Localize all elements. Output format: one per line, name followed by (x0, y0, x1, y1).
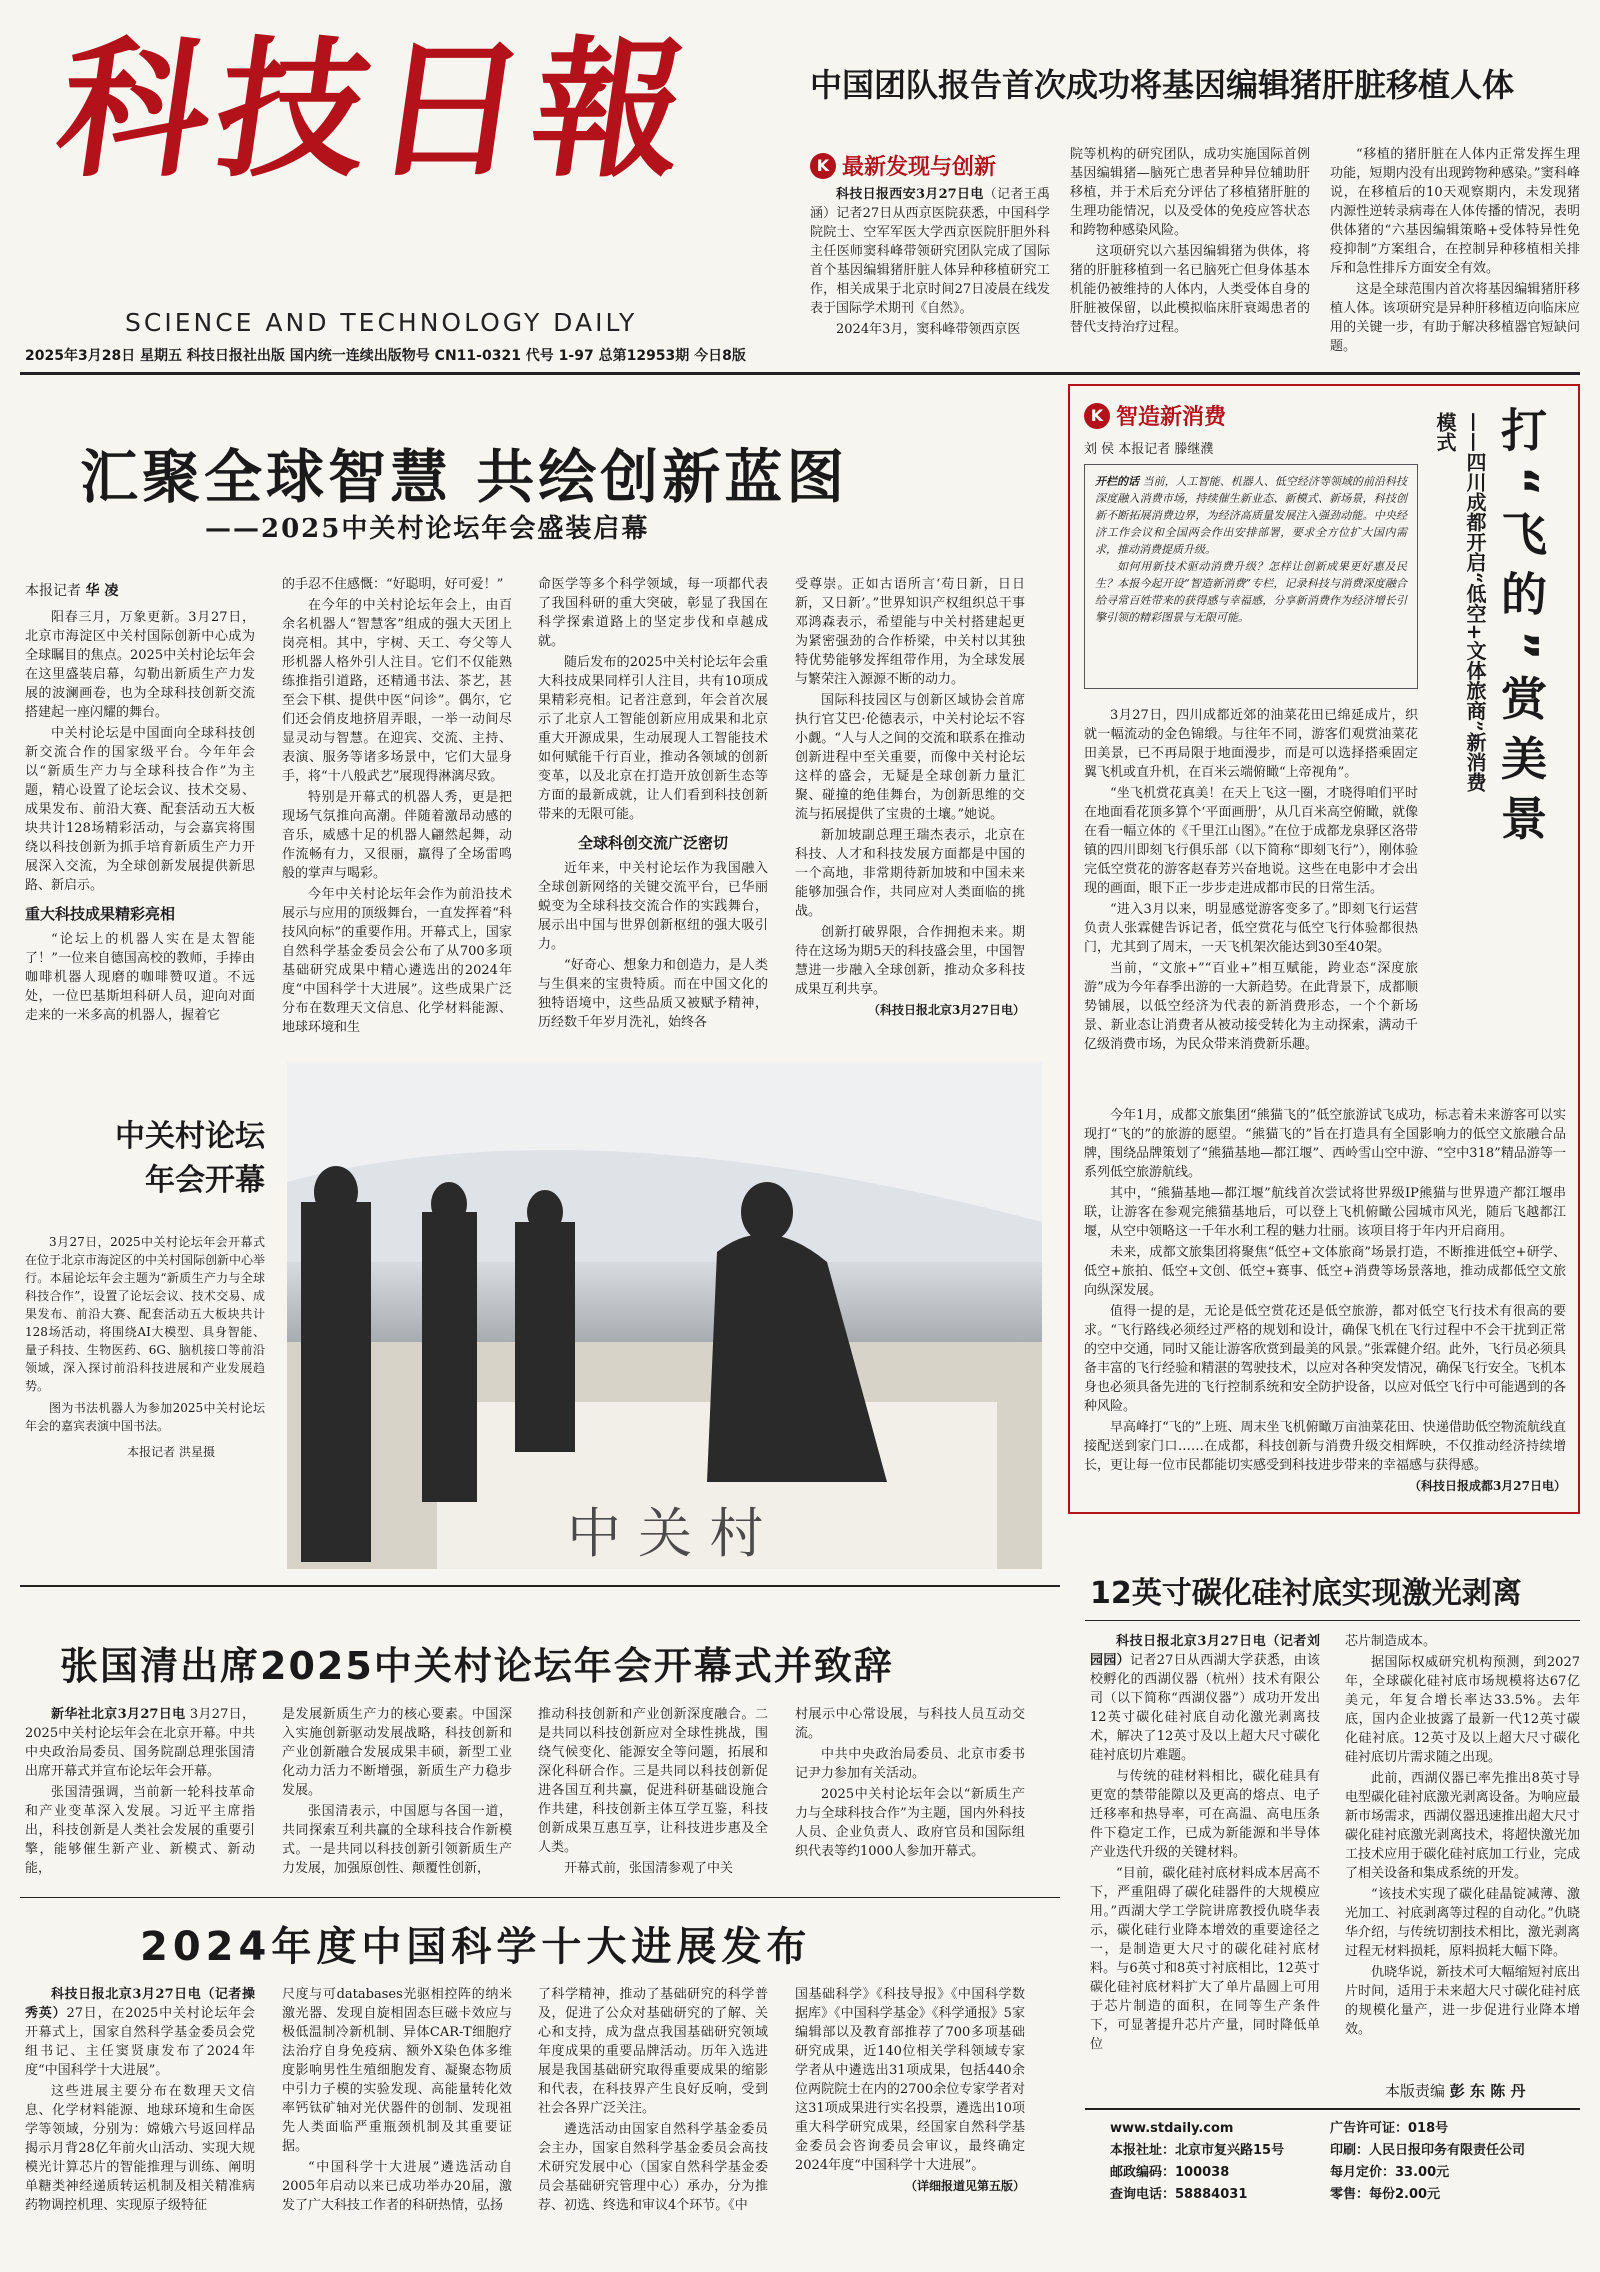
paragraph: 值得一提的是，无论是低空赏花还是低空旅游，都对低空飞行技术有很高的要求。“飞行路线必须经过严格的规划和设计，确保飞机在飞行过程中不会干扰到正常的空中交通，同时又能让游客欣赏到最美的风景。”张霖健介绍。此外，飞行员必须具备丰富的飞行经验和精湛的驾驶技术，以应对各种突发情况，确保飞行安全。飞机本身也必须具备先进的飞行控制系统和安全防护设备，以应对低空飞行中可能遇到的各种风险。 (1084, 1304, 1566, 1414)
paragraph: “坐飞机赏花真美！在天上飞这一圈，才晓得咱们平时在地面看花顶多算个‘平面画册’，从几百米高空俯瞰，就像在看一幅立体的《千里江山图》。”在位于成都龙泉驿区洛带镇的四川即刻飞行俱乐部（以下简称“即刻飞行”），刚体验完低空赏花的游客赵春芳兴奋地说。这些在电影中才会出现的画面，眼下正一步步走进成都市民的日常生活。 (1084, 786, 1418, 896)
paragraph: 创新打破界限，合作拥抱未来。期待在这场为期5天的科技盛会里，中国智慧进一步融入全球创新，推动众多科技成果互利共享。 (795, 925, 1025, 997)
feature-intro-box (1084, 464, 1418, 689)
feature-body-bottom (1084, 1106, 1566, 1506)
lead-col4 (795, 575, 1025, 1035)
paragraph: 随后发布的2025中关村论坛年会重大科技成果同样引人注目，共有10项成果精彩亮相。记者注意到，年会首次展示了北京人工智能创新应用成果和北京重大开源成果，生动展现人工智能技术如何赋能千行百业，推动各领域的创新变革，以及北京在打造开放创新生态等方面的最新成就，让人们看到科技创新带来的无限可能。 (538, 655, 768, 822)
masthead-title-en: SCIENCE AND TECHNOLOGY DAILY (125, 308, 638, 337)
top10-col1 (25, 1985, 255, 2265)
footer-phone: 查询电话：58884031 (1110, 2187, 1248, 2202)
paragraph: 记者27日从西湖大学获悉，由该校孵化的西湖仪器（杭州）技术有限公司（以下简称“西湖仪器”）成功开发出12英寸碳化硅衬底自动化激光剥离技术，解决了12英寸及以上超大尺寸碳化硅衬底切片难题。 (1090, 1653, 1320, 1763)
paragraph: 未来，成都文旅集团将聚焦“低空+文体旅商”场景打造，不断推进低空+研学、低空+旅拍、低空+文创、低空+赛事、低空+消费等场景落地，推动成都低空文旅向纵深发展。 (1084, 1245, 1566, 1298)
lead-headline[interactable]: 汇聚全球智慧 共绘创新蓝图 (80, 443, 849, 511)
lead-divider (20, 1585, 1060, 1587)
paragraph: 张国清表示，中国愿与各国一道，共同探索互利共赢的全球科技合作新模式。一是共同以科技创新引领新质生产力发展，加强原创性、颠覆性创新， (282, 1804, 512, 1876)
paragraph: “移植的猪肝脏在人体内正常发挥生理功能，短期内没有出现跨物种感染。”窦科峰说，在移植后的10天观察期内，未发现猪内源性逆转录病毒在人体传播的情况，表明供体猪的“六基因编辑策略+受体特异性免疫抑制”方案组合，在控制异种移植相关排斥和急性排斥方面安全有效。 (1330, 147, 1580, 276)
feature-headline[interactable]: 打“飞的”赏美景 (1494, 406, 1548, 855)
reporter: （记者操秀英） (25, 1987, 255, 2021)
top10-headline[interactable]: 2024年度中国科学十大进展发布 (140, 1924, 812, 1970)
editor-names: 彭 东 陈 丹 (1449, 2082, 1526, 2100)
paragraph: 村展示中心常设展，与科技人员互动交流。 (795, 1707, 1025, 1741)
paragraph: 今年1月，成都文旅集团“熊猫飞的”低空旅游试飞成功，标志着未来游客可以实现打“飞的”的旅游的愿望。“熊猫飞的”旨在打造具有全国影响力的低空文旅融合品牌，围绕品牌策划了“熊猫基地—都江堰”、西岭雪山空中游、“空中318”精品游等一系列低空旅游航线。 (1084, 1108, 1566, 1180)
paragraph: 新加坡副总理王瑞杰表示，北京在科技、人才和科技发展方面都是中国的一个高地，非常期待新加坡和中国未来能够加强合作，共同应对人类面临的挑战。 (795, 828, 1025, 919)
dateline: 科技日报西安3月27日电 (836, 187, 984, 202)
lead-byline (25, 580, 118, 600)
paragraph: 芯片制造成本。 (1345, 1634, 1437, 1649)
paragraph: 特别是开幕式的机器人秀，更是把现场气氛推向高潮。伴随着激昂动感的音乐，威感十足的机器人翩然起舞，动作流畅有力，又很丽，羸得了全场雷鸣般的掌声与喝彩。 (282, 790, 512, 881)
top10-col2 (282, 1985, 512, 2265)
section-tag-label: 智造新消费 (1116, 405, 1227, 430)
paragraph: 在今年的中关村论坛年会上，由百余名机器人“智慧客”组成的强大天团上岗亮相。其中，宇树、天工、夸父等人形机器人格外引人注目。它们不仅能熟练推指引道路，还精通书法、茶艺，甚至会下棋、提供中医“问诊”。偶尔，它们还会俏皮地挤眉弄眼，一举一动间尽显灵动与智慧。在迎宾、交流、主持、表演、服务等诸多场景中，它们大显身手，将“十八般武艺”展现得淋漓尽致。 (282, 598, 512, 784)
photo-credit: 本报记者 洪星摄 (127, 1445, 215, 1459)
laser-col1 (1090, 1632, 1320, 2102)
paragraph: 阳春三月，万象更新。3月27日，北京市海淀区中关村国际创新中心成为全球瞩目的焦点。2025中关村论坛年会在这里盛装启幕，勾勒出新质生产力发展的波澜画卷，也为全球科技创新交流搭建起一座闪耀的舞台。 (25, 610, 255, 720)
footer-license: 广告许可证：018号 (1330, 2121, 1449, 2136)
paragraph: 受尊崇。正如古语所言‘苟日新，日日新，又日新’。”世界知识产权组织总干事邓鸿森表示，希望能与中关村搭建起更为紧密强劲的合作桥梁，中关村以其独特优势能够发挥组带作用，为全球发展与繁荣注入源源不断的动力。 (795, 577, 1025, 687)
byline-label: 本报记者 (25, 583, 81, 599)
paragraph: 院等机构的研究团队，成功实施国际首例基因编辑猪—脑死亡患者异种异位辅助肝移植，并于术后充分评估了移植猪肝脏的生理功能情况，以及受体的免疫应答状态和跨物种感染风险。 (1070, 147, 1310, 238)
zhang-divider (20, 1897, 1060, 1898)
footer-website[interactable]: www.stdaily.com (1110, 2121, 1234, 2136)
caption-text: 图为书法机器人为参加2025中关村论坛年会的嘉宾表演中国书法。 (25, 1401, 265, 1433)
caption-title-line: 中关村论坛 (115, 1119, 265, 1154)
zhang-col2 (282, 1705, 512, 1885)
footer-divider (1085, 2108, 1580, 2110)
svg-text:中 关 村: 中 关 村 (567, 1502, 764, 1565)
paragraph: 国际科技园区与创新区域协会首席执行官艾巴·伦德表示，中关村论坛不容小觑。“人与人之间的交流和联系在推动创新进程中至关重要，而像中关村论坛这样的盛会，无疑是全球创新力量汇聚、碰撞的绝佳舞台，为创新思维的交流与拓展提供了宝贵的土壤。”她说。 (795, 693, 1025, 822)
lead-col3 (538, 575, 768, 1035)
masthead-issue-line: 2025年3月28日 星期五 科技日报社出版 国内统一连续出版物号 CN11-0321 代号 1-97 总第12953期 今日8版 (25, 348, 746, 364)
paragraph: 中关村论坛是中国面向全球科技创新交流合作的国家级平台。今年年会以“新质生产力与全球科技合作”为主题，精心设置了论坛会议、技术交易、成果发布、前沿大赛、配套活动五大板块共计128场精彩活动，与会嘉宾将围绕以科技创新为抓手培育新质生产力开展深入交流，为全球创新发展提供新思路、新启示。 (25, 726, 255, 893)
section-tag-consumption (1084, 400, 1226, 431)
footer-address: 本报社址：北京市复兴路15号 (1110, 2143, 1285, 2158)
paragraph: 国基础科学》《科技导报》《中国科学数据库》《中国科学基金》《科学通报》5家编辑部以及教育部推荐了700多项基础研究成果，近140位相关学科领域专家学者从中遴选出31项成果，包括440余位两院院士在内的2700余位专家学者对这31项成果进行实名投票，遴选出10项重大科学研究成果，经国家自然科学基金委员会咨询委员会审议，最终确定2024年度“中国科学十大进展”。 (795, 1987, 1025, 2173)
top10-col4 (795, 1985, 1025, 2265)
paragraph: 命医学等多个科学领域，每一项都代表了我国科研的重大突破，彰显了我国在科学探索道路上的坚定步伐和卓越成就。 (538, 577, 768, 649)
feature-subhead: ——四川成都开启“低空+文体旅商”新消费模式 (1433, 412, 1487, 792)
reporter: （记者王禹涵） (810, 187, 1050, 221)
k-logo-icon: K (810, 153, 836, 179)
top-story-col1 (810, 185, 1050, 370)
lead-subheading: 全球科创交流广泛密切 (577, 834, 728, 852)
camera-photo-icon (287, 1062, 1042, 1569)
paragraph: 开幕式前，张国清参观了中关 (564, 1861, 734, 1876)
footer-printer: 印刷：人民日报印务有限责任公司 (1330, 2143, 1526, 2158)
feature-byline: 刘 侯 本报记者 滕继濮 (1084, 442, 1214, 457)
paragraph: 的手忍不住感慨：“好聪明，好可爱！” (282, 577, 504, 592)
lead-subheading: 重大科技成果精彩亮相 (25, 905, 176, 923)
paragraph: 2024年3月，窦科峰带领西京医 (836, 322, 1021, 337)
story-end-mark: （科技日报成都3月27日电） (1408, 1479, 1566, 1493)
paragraph: 中共中央政治局委员、北京市委书记尹力参加有关活动。 (795, 1747, 1025, 1781)
footer-price-month: 每月定价：33.00元 (1330, 2165, 1450, 2180)
section-tag-discovery (810, 150, 996, 181)
editor-label: 本版责编 (1385, 2082, 1446, 2100)
paragraph: 今年中关村论坛年会作为前沿技术展示与应用的顶级舞台，一直发挥着“科技风向标”的重要作用。开幕式上，国家自然科学基金委员会公布了从700多项基础研究成果中精心遴选出的2024年度“中国科学十大进展”。这些成果广泛分布在数理天文信息、化学材料能源、地球环境和生 (282, 887, 512, 1035)
paragraph: 仇晓华说，新技术可大幅缩短衬底出片时间，适用于未来超大尺寸碳化硅衬底的规模化量产，进一步促进行业降本增效。 (1345, 1965, 1580, 2037)
lead-col1 (25, 608, 255, 1038)
paragraph: 27日，在2025中关村论坛年会开幕式上，国家自然科学基金委员会党组书记、主任窦贤康发布了2024年度“中国科学十大进展”。 (25, 2006, 255, 2078)
footer-postcode: 邮政编码：100038 (1110, 2165, 1230, 2180)
paragraph: 据国际权威研究机构预测，到2027年，全球碳化硅衬底市场规模将达67亿美元，年复合增长率达33.5%。去年底，国内企业披露了最新一代12英寸碳化硅衬底。12英寸及以上超大尺寸碳化硅衬底切片需求随之出现。 (1345, 1655, 1580, 1765)
paragraph: 遴选活动由国家自然科学基金委员会主办，国家自然科学基金委员会高技术研究发展中心（国家自然科学基金委员会基础研究管理中心）承办，分为推荐、初选、终选和审议4个环节。《中 (538, 2122, 768, 2213)
paragraph: 早高峰打“飞的”上班、周末坐飞机俯瞰万亩油菜花田、快递借助低空物流航线直接配送到家门口……在成都，科技创新与消费升级交相辉映，不仅推动经济持续增长，更让每一位市民都能切实感受到科技进步带来的幸福感与获得感。 (1084, 1420, 1566, 1473)
lead-col2 (282, 575, 512, 1035)
zhang-col3 (538, 1705, 768, 1885)
paragraph: 张国清强调，当前新一轮科技革命和产业变革深入发展。习近平主席指出，科技创新是人类社会发展的重要引擎，能够催生新产业、新模式、新动能， (25, 1785, 255, 1876)
story-end-mark: （科技日报北京3月27日电） (867, 1003, 1025, 1017)
dateline: 科技日报北京3月27日电 (51, 1987, 202, 2002)
paragraph: 3月27日，四川成都近郊的油菜花田已绵延成片，织就一幅流动的金色锦缎。与往年不同，游客们观赏油菜花田美景，已不再局限于地面漫步，而是可以选择搭乘固定翼飞机或直升机，在百米云端俯瞰“上帝视角”。 (1084, 708, 1418, 780)
caption-title (25, 1115, 265, 1203)
paragraph: 推动科技创新和产业创新深度融合。二是共同以科技创新应对全球性挑战，围绕气候变化、能源安全等问题，拓展和深化科研合作。三是共同以科技创新促进各国互利共赢，促进科研基础设施合作共建，科技创新主体互学互鉴，科技创新成果互惠互享，让科技进步惠及全人类。 (538, 1707, 768, 1855)
paragraph: “中国科学十大进展”遴选活动自2005年启动以来已成功举办20届，激发了广大科技工作者的科研热情，弘扬 (282, 2160, 512, 2213)
intro-label: 开栏的话 (1095, 475, 1140, 488)
zhang-col1 (25, 1705, 255, 1885)
photo-caption-block (25, 1095, 265, 1555)
intro-text: 当前，人工智能、机器人、低空经济等领域的前沿科技深度融入消费市场，持续催生新业态、新模式、新场景，科技创新不断拓展消费边界，为经济高质量发展注入强劲动能。中央经济工作会议和全国两会作出安排部署，要求全方位扩大国内需求，推动消费提质升级。 (1095, 475, 1408, 556)
editor-credit (1385, 2080, 1525, 2101)
feature-body-top (1084, 706, 1418, 1101)
paragraph: 这项研究以六基因编辑猪为供体，将猪的肝脏移植到一名已脑死亡但身体基本机能仍被维持的人体内，人类受体自身的肝脏被保留，以此模拟临床肝衰竭患者的替代支持治疗过程。 (1070, 244, 1310, 335)
laser-headline[interactable]: 12英寸碳化硅衬底实现激光剥离 (1090, 1576, 1522, 1611)
paragraph: “论坛上的机器人实在是太智能了！”一位来自德国高校的教师，手捧由咖啡机器人现磨的咖啡赞叹道。不远处，一位巴基斯坦科研人员，迎向对面走来的一米多高的机器人，握着它 (25, 932, 255, 1023)
paragraph: 与传统的硅材料相比，碳化硅具有更宽的禁带能隙以及更高的熔点、电子迁移率和热导率，可在高温、高电压条件下稳定工作，已成为新能源和半导体产业迭代升级的关键材料。 (1090, 1769, 1320, 1860)
paragraph: 近年来，中关村论坛作为我国融入全球创新网络的关键交流平台，已华丽蜕变为全球科技交流合作的实践舞台，展示出中国与世界创新枢纽的强大吸引力。 (538, 861, 768, 952)
top10-col3 (538, 1985, 768, 2265)
news-photo[interactable] (287, 1062, 1042, 1569)
paragraph: 这些进展主要分布在数理天文信息、化学材料能源、地球环境和生命医学等领域，分别为：嫦娥六号返回样品揭示月背28亿年前火山活动、实现大规模光计算芯片的智能推理与训练、阐明单糖类神经递质转运机制及相关精准病药物调控机理、实现原子级特征 (25, 2084, 255, 2213)
byline-name: 华 凌 (85, 583, 119, 599)
dateline: 科技日报北京3月27日电 (1116, 1634, 1267, 1649)
paragraph: “目前，碳化硅衬底材料成本居高不下，严重阻碍了碳化硅器件的大规模应用。”西湖大学工学院讲席教授仇晓华表示，碳化硅行业降本增效的重要途径之一，是制造更大尺寸的碳化硅衬底材料。与6英寸和8英寸衬底相比，12英寸碳化硅衬底材料扩大了单片晶圆上可用于芯片制造的面积，在同等生产条件下，可显著提升芯片产量，同时降低单位 (1090, 1866, 1320, 2052)
footer-price-copy: 零售：每份2.00元 (1330, 2187, 1441, 2202)
paragraph: 了科学精神，推动了基础研究的科学普及，促进了公众对基础研究的了解、关心和支持，成为盘点我国基础研究领域年度成果的重要品牌活动。历年入选进展是我国基础研究取得重要成果的缩影和代表，在科技界产生良好反响，受到社会各界广泛关注。 (538, 1987, 768, 2116)
paragraph: 是发展新质生产力的核心要素。中国深入实施创新驱动发展战略，科技创新和产业创新融合发展成果丰硕，新型工业化动力活力不断增强，新质生产力稳步发展。 (282, 1707, 512, 1798)
dateline: 新华社北京3月27日电 (51, 1707, 186, 1722)
zhang-headline[interactable]: 张国清出席2025中关村论坛年会开幕式并致辞 (60, 1644, 894, 1688)
section-tag-label: 最新发现与创新 (842, 155, 997, 180)
laser-col2 (1345, 1632, 1580, 2072)
top-story (810, 60, 1580, 370)
masthead-divider (20, 372, 1580, 375)
k-logo-icon: K (1084, 403, 1110, 429)
lead-subhead: ——2025中关村论坛年会盛装启幕 (205, 514, 650, 544)
paragraph: 尺度与可databases光驱相控阵的纳米激光器、发现自旋相固态巨磁卡效应与极低温制冷新机制、异体CAR-T细胞疗法治疗自身免疫病、额外X染色体多维度影响男性生殖细胞发育、凝聚态物质中引力子模的实验发现、高能量转化效率钙钛矿轴对光伏器件的创制、发现祖先人类面临严重瓶颈机制及其重要证据。 (282, 1987, 512, 2154)
paragraph: “该技术实现了碳化硅晶锭减薄、激光加工、衬底剥离等过程的自动化。”仇晓华介绍，与传统切割技术相比，激光剥离过程无材料损耗，原料损耗大幅下降。 (1345, 1887, 1580, 1959)
paragraph: 其中，“熊猫基地—都江堰”航线首次尝试将世界级IP熊猫与世界遗产都江堰串联，让游客在参观完熊猫基地后，可以登上飞机俯瞰公园城市风光，随后飞越都江堰，从空中领略这一千年水利工程的魅力壮丽。该项目将于年内开启商用。 (1084, 1186, 1566, 1239)
paragraph: “进入3月以来，明显感觉游客变多了。”即刻飞行运营负责人张霖健告诉记者，低空赏花与低空飞行体验都很热门，尤其到了周末，一天飞机架次能达到30至40架。 (1084, 902, 1418, 955)
top-story-col3 (1330, 145, 1580, 370)
top-story-headline[interactable]: 中国团队报告首次成功将基因编辑猪肝脏移植人体 (810, 66, 1515, 104)
paragraph: 此前，西湖仪器已率先推出8英寸导电型碳化硅衬底激光剥离设备。为响应最新市场需求，西湖仪器迅速推出超大尺寸碳化硅衬底激光剥离技术，将超快激光加工技术应用于碳化硅衬底加工行业，完成了相关设备和集成系统的开发。 (1345, 1771, 1580, 1881)
paragraph: 2025中关村论坛年会以“新质生产力与全球科技合作”为主题，国内外科技人员、企业负责人、政府官员和国际组织代表等约1000人参加开幕式。 (795, 1787, 1025, 1859)
reporter: （记者刘园园） (1090, 1634, 1320, 1668)
paragraph: 3月27日，2025中关村论坛年会在北京开幕。中共中央政治局委员、国务院副总理张国清出席开幕式并宣布论坛年会开幕。 (25, 1707, 255, 1779)
paragraph: 当前，“文旅+”“百业+”相互赋能，跨业态“深度旅游”成为今年春季出游的一大新趋势。在此背景下，成都顺势铺展，以低空经济为代表的新消费形态，一个个新场景、新业态让消费者从被动接受转化为主动探索，满动千亿级消费市场，为民众带来消费新乐趣。 (1084, 961, 1418, 1052)
zhang-col4 (795, 1705, 1025, 1885)
paragraph: “好奇心、想象力和创造力，是人类与生俱来的宝贵特质。而在中国文化的独特语境中，这些品质又被赋予精神，历经数千年岁月洗礼，始终各 (538, 958, 768, 1030)
footer (1110, 2118, 1580, 2268)
feature-box (1068, 384, 1580, 1514)
paragraph: 这是全球范围内首次将基因编辑猪肝移植人体。该项研究是异种肝移植迈向临床应用的关键一步，有助于解决移植器官短缺问题。 (1330, 282, 1580, 354)
caption-text: 3月27日，2025中关村论坛年会开幕式在位于北京市海淀区的中关村国际创新中心举行。本届论坛年会主题为“新质生产力与全球科技合作”，设置了论坛会议、技术交易、成果发布、前沿大赛、配套活动五大板块共计128场活动，将围绕AI大模型、具身智能、量子科技、生物医药、6G、脑机接口等前沿领域，深入探讨前沿科技进展和产业发展趋势。 (25, 1235, 266, 1393)
intro-text: 如何用新技术驱动消费升级？怎样让创新成果更好惠及民生？本报今起开设“智造新消费”专栏，记录科技与消费深度融合给寻常百姓带来的获得感与幸福感，分享新消费作为经济增长引擎引领的精彩图景与无限可能。 (1095, 560, 1407, 624)
top-story-col2 (1070, 145, 1310, 370)
story-end-mark: （详细报道见第五版） (904, 2179, 1025, 2193)
laser-divider (1085, 1620, 1580, 1621)
masthead-title: 科技日報 (47, 22, 705, 198)
paragraph: 记者27日从西京医院获悉，中国科学院院士、空军军医大学西京医院肝胆外科主任医师窦科峰带领研究团队完成了国际首个基因编辑猪肝脏人体异种移植研究工作，相关成果于北京时间27日凌晨在线发表于国际学术期刊《自然》。 (810, 206, 1050, 316)
caption-title-line: 年会开幕 (145, 1163, 265, 1198)
